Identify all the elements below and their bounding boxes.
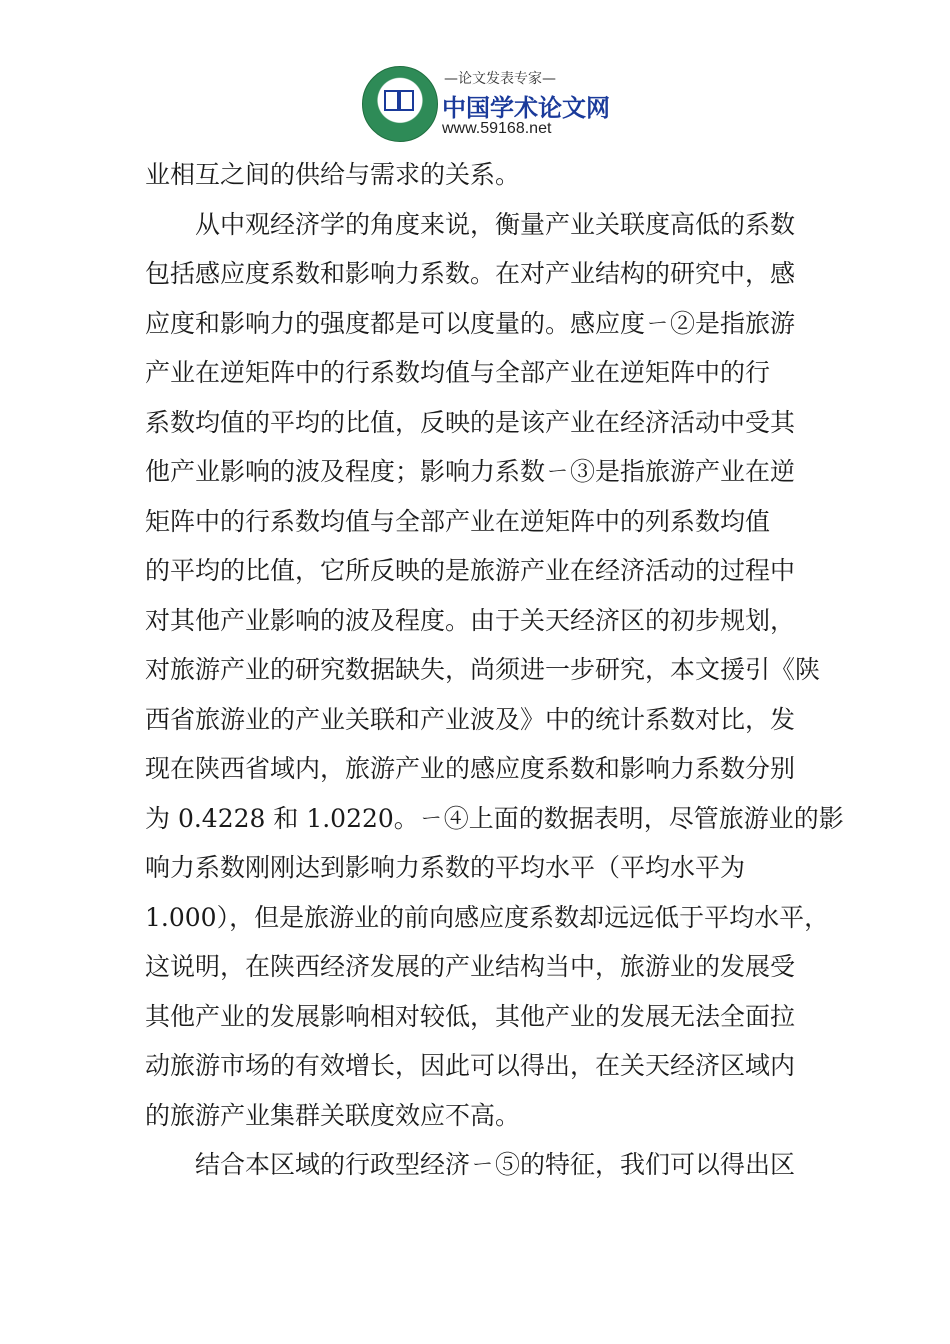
text-line: 响力系数刚刚达到影响力系数的平均水平（平均水平为 — [145, 853, 746, 882]
book-icon — [384, 89, 414, 113]
site-logo — [362, 64, 610, 144]
text-line: 产业在逆矩阵中的行系数均值与全部产业在逆矩阵中的行 — [145, 358, 771, 387]
text-line: 现在陕西省域内，旅游产业的感应度系数和影响力系数分别 — [145, 754, 796, 783]
text-line: 包括感应度系数和影响力系数。在对产业结构的研究中，感 — [145, 259, 796, 288]
text-line: 对其他产业影响的波及程度。由于关天经济区的初步规划， — [145, 605, 796, 635]
text-line: 系数均值的平均的比值，反映的是该产业在经济活动中受其 — [145, 407, 796, 437]
article-body — [145, 150, 844, 1190]
text-line: 1.000），但是旅游业的前向感应度系数却远远低于平均水平， — [145, 902, 830, 932]
text-line: 业相互之间的供给与需求的关系。 — [145, 160, 521, 189]
text-line: 西省旅游业的产业关联和产业波及》中的统计系数对比，发 — [145, 704, 796, 734]
logo-slogan: —论文发表专家— — [444, 71, 556, 87]
text-line: 的旅游产业集群关联度效应不高。 — [145, 1100, 521, 1130]
text-line: 为 0.4228 和 1.0220。ㄧ④上面的数据表明，尽管旅游业的影 — [145, 803, 844, 833]
logo-site-url: www.59168.net — [442, 120, 552, 137]
text-line: 的平均的比值，它所反映的是旅游产业在经济活动的过程中 — [145, 556, 796, 585]
text-line: 这说明，在陕西经济发展的产业结构当中，旅游业的发展受 — [145, 952, 796, 981]
text-line: 应度和影响力的强度都是可以度量的。感应度ㄧ②是指旅游 — [145, 308, 796, 338]
text-line: 他产业影响的波及程度；影响力系数ㄧ③是指旅游产业在逆 — [145, 457, 796, 486]
text-line: 对旅游产业的研究数据缺失，尚须进一步研究，本文援引《陕 — [145, 655, 821, 684]
text-line: 矩阵中的行系数均值与全部产业在逆矩阵中的列系数均值 — [145, 506, 771, 536]
logo-site-name: 中国学术论文网 — [442, 94, 610, 122]
text-line: 动旅游市场的有效增长，因此可以得出，在关天经济区域内 — [145, 1051, 796, 1080]
text-line: 结合本区域的行政型经济ㄧ⑤的特征，我们可以得出区 — [195, 1150, 796, 1179]
text-line: 从中观经济学的角度来说，衡量产业关联度高低的系数 — [195, 209, 796, 239]
text-line: 其他产业的发展影响相对较低，其他产业的发展无法全面拉 — [145, 1001, 796, 1031]
